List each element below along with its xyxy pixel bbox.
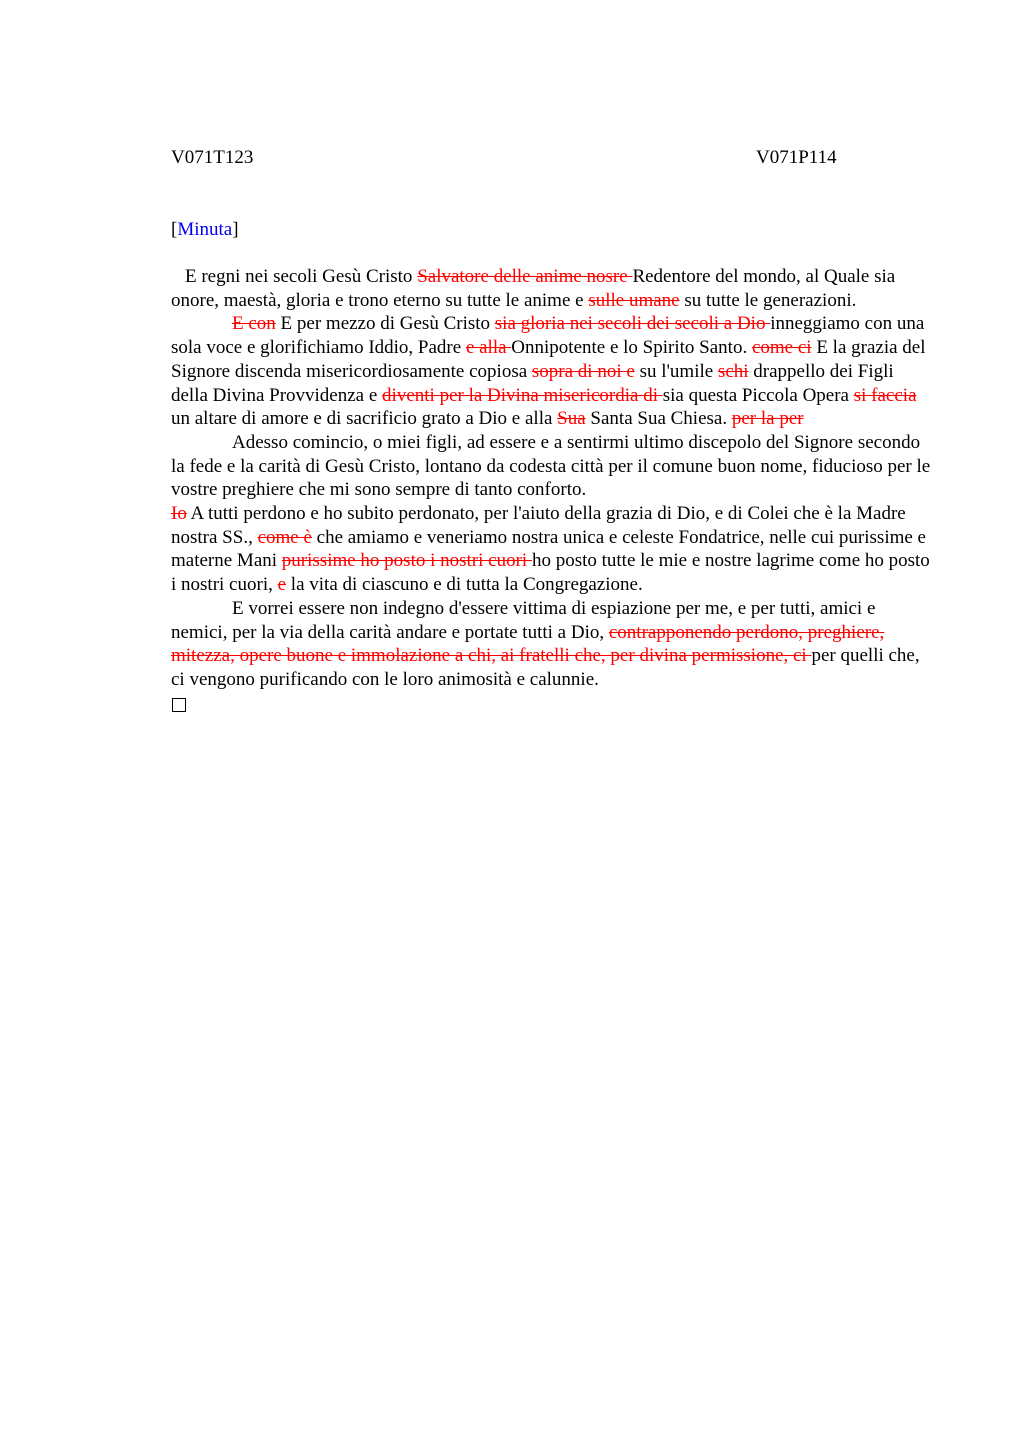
paragraph — [171, 597, 931, 692]
text-segment: E regni nei secoli Gesù Cristo — [185, 266, 418, 287]
paragraph — [171, 312, 931, 431]
document-code-right: V071P114 — [756, 147, 837, 168]
text-segment: E vorrei essere non indegno d'essere vittima di espiazione per me, e per tutti, amici e nemici, per la via della carità andare e portate tutti a Dio, — [171, 597, 876, 643]
letter-body — [171, 265, 931, 718]
text-segment: che amiamo e veneriamo nostra unica e celeste Fondatrice, nelle cui purissime e materne Mani — [171, 526, 926, 572]
deleted-text: e alla — [465, 337, 512, 359]
text-segment: un altare di amore e di sacrificio grato a Dio e alla — [171, 408, 558, 430]
document-code-left: V071T123 — [171, 147, 254, 168]
text-segment: la vita di ciascuno e di tutta la Congregazione. — [286, 574, 643, 596]
text-segment: Onnipotente e lo Spirito Santo. — [511, 337, 752, 359]
deleted-text: come ci — [751, 337, 812, 359]
end-mark — [171, 692, 931, 719]
deleted-text: schi — [717, 360, 749, 382]
text-segment: sia questa Piccola Opera — [662, 384, 854, 406]
deleted-text: Salvatore delle anime nosre — [417, 266, 633, 287]
deleted-text: sopra di noi e — [531, 360, 635, 382]
deleted-text: Sua — [557, 408, 586, 430]
deleted-text: come è — [257, 526, 312, 548]
empty-square-icon — [172, 698, 186, 712]
paragraphs-container — [171, 265, 931, 692]
minuta-open-bracket: [ — [171, 219, 178, 240]
paragraph — [171, 431, 931, 502]
deleted-text: purissime ho posto i nostri cuori — [281, 550, 532, 572]
text-segment: su tutte le generazioni. — [679, 289, 857, 311]
paragraph — [171, 265, 931, 312]
deleted-text: contrapponendo perdono, preghiere, mitezza, opere buone e immolazione a chi, ai fratelli che, per divina permissione, ci — [171, 621, 885, 667]
text-segment: Santa Sua Chiesa. — [585, 408, 732, 430]
deleted-text: e — [277, 574, 287, 596]
text-segment: E per mezzo di Gesù Cristo — [275, 313, 495, 335]
deleted-text: si faccia — [853, 384, 917, 406]
text-segment: su l'umile — [634, 360, 718, 382]
deleted-text: sulle umane — [588, 289, 680, 311]
text-segment: drappello dei Figli della Divina Provvidenza e — [171, 360, 894, 406]
text-segment: inneggiamo con una sola voce e glorifichiamo Iddio, Padre — [171, 313, 925, 359]
text-segment: per quelli che, ci vengono purificando con le loro animosità e calunnie. — [171, 645, 920, 690]
deleted-text: Io — [171, 503, 187, 525]
text-segment: Redentore del mondo, al Quale sia onore, maestà, gloria e trono eterno su tutte le anime e — [171, 266, 896, 311]
text-segment: E la grazia del Signore discenda misericordiosamente copiosa — [171, 337, 926, 382]
text-segment: A tutti perdono e ho subito perdonato, per l'aiuto della grazia di Dio, e di Colei che è la Madre nostra SS., — [171, 503, 906, 548]
deleted-text: sia gloria nei secoli dei secoli a Dio — [494, 313, 771, 335]
deleted-text: E con — [232, 313, 276, 335]
paragraph — [171, 502, 931, 597]
minuta-link[interactable]: Minuta — [177, 219, 233, 240]
minuta-close-bracket: ] — [232, 219, 239, 240]
text-segment: Adesso comincio, o miei figli, ad essere e a sentirmi ultimo discepolo del Signore secondo la fede e la carità di Gesù Cristo, lontano da codesta città per il comune buon nome, fiducioso per le vostre preghiere che mi sono sempre di tanto conforto. — [171, 431, 931, 501]
text-segment: ho posto tutte le mie e nostre lagrime come ho posto i nostri cuori, — [171, 550, 930, 596]
deleted-text: per la per — [731, 408, 804, 430]
deleted-text: diventi per la Divina misericordia di — [382, 384, 663, 406]
minuta-label — [171, 219, 239, 241]
